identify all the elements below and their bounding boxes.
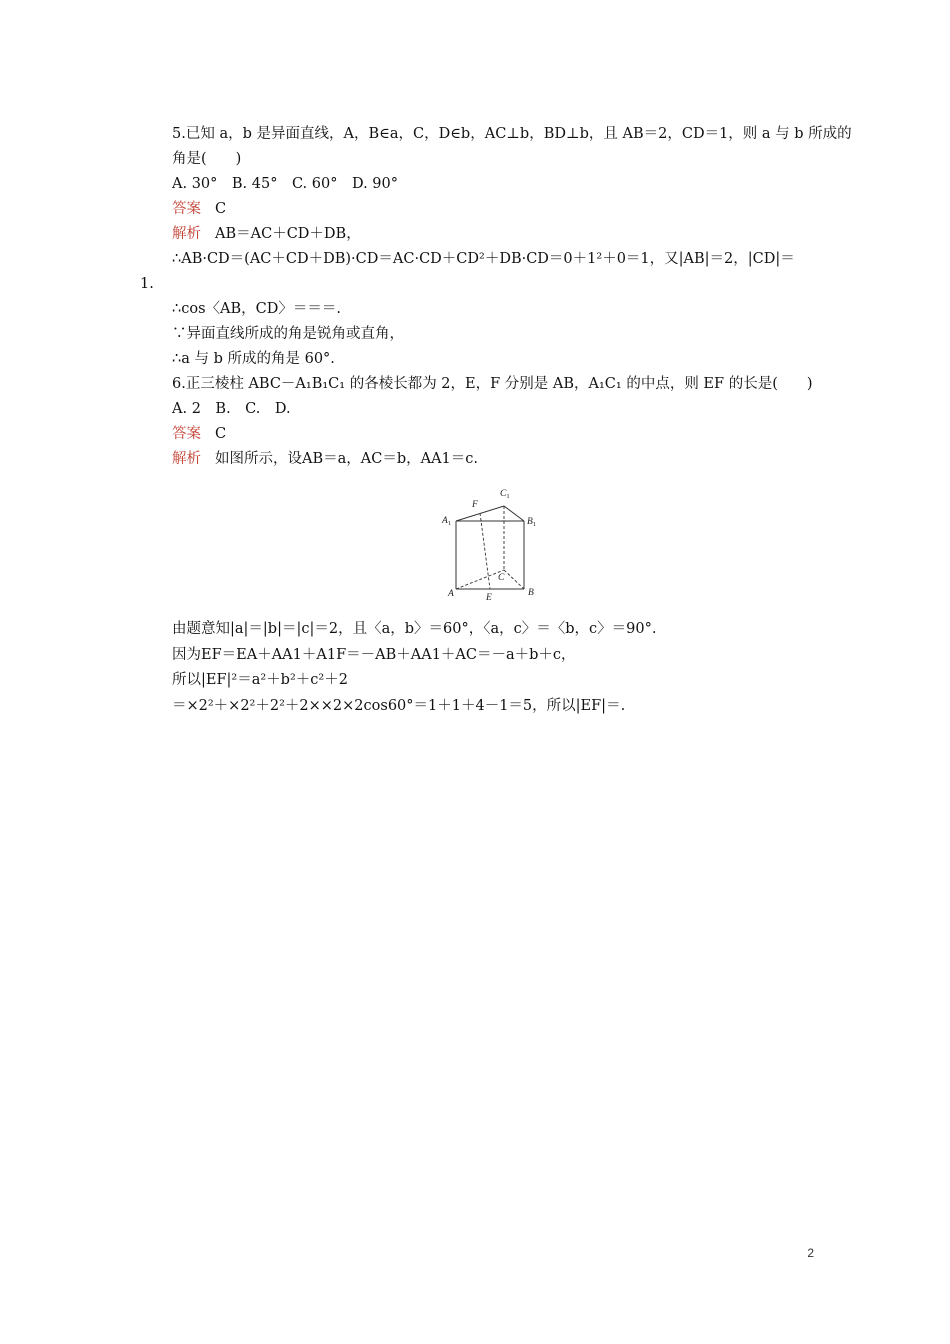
problem-5-analysis-line-2: ∴AB·CD＝(AC＋CD＋DB)·CD＝AC·CD＋CD²＋DB·CD＝0＋1²＋0＝1，又|AB|＝2，|CD|＝ — [172, 251, 795, 267]
label-a1: $A_1$ — [442, 516, 452, 527]
problem-6-options: A. 2 B. C. D. — [172, 401, 291, 417]
problem-6-answer: 答案 C — [172, 426, 227, 442]
problem-5-analysis-line-5: ∵异面直线所成的角是锐角或直角， — [172, 326, 404, 342]
problem-6-line-1: 6.正三棱柱 ABC－A₁B₁C₁ 的各棱长都为 2，E，F 分别是 AB，A₁C₁ 的中点，则 EF 的长是( ) — [172, 376, 813, 392]
label-b1: $B_1$ — [527, 517, 537, 528]
problem-6-analysis-line-4: 所以|EF|²＝a²＋b²＋c²＋2 — [172, 672, 348, 688]
analysis-label: 解析 — [172, 226, 201, 242]
label-f: F — [472, 500, 478, 510]
problem-5-line-2: 角是( ) — [172, 151, 242, 167]
answer-label: 答案 — [172, 201, 201, 217]
problem-5-line-1: 5.已知 a，b 是异面直线，A，B∈a，C，D∈b，AC⊥b，BD⊥b，且 AB＝2，CD＝1，则 a 与 b 所成的 — [172, 126, 852, 142]
problem-5-analysis-line-3: 1. — [140, 276, 154, 292]
problem-6-analysis-line-1: 解析 如图所示，设AB＝a，AC＝b，AA1＝c. — [172, 451, 479, 467]
edge-a-c — [456, 570, 504, 589]
prism-figure — [438, 484, 548, 604]
problem-5-answer: 答案 C — [172, 201, 227, 217]
edge-c1-b1 — [504, 506, 524, 521]
problem-5-analysis-line-6: ∴a 与 b 所成的角是 60°. — [172, 351, 335, 367]
problem-5-analysis-line-4: ∴cos〈AB，CD〉＝＝＝. — [172, 301, 341, 317]
label-c: C — [498, 573, 505, 583]
label-b: B — [528, 588, 534, 598]
label-c1: $C_1$ — [500, 489, 510, 500]
analysis-label: 解析 — [172, 451, 201, 467]
problem-6-analysis-line-3: 因为EF＝EA＋AA1＋A1F＝－AB＋AA1＋AC＝－a＋b＋c， — [172, 647, 576, 663]
problem-5-options: A. 30° B. 45° C. 60° D. 90° — [172, 176, 398, 192]
problem-5-analysis-line-1: 解析 AB＝AC＋CD＋DB， — [172, 226, 361, 242]
label-a: A — [448, 589, 454, 599]
page-number: 2 — [807, 1246, 814, 1260]
problem-6-analysis-line-5: ＝×2²＋×2²＋2²＋2××2×2cos60°＝1＋1＋4－1＝5，所以|EF|＝. — [172, 698, 626, 714]
edge-c-b — [504, 570, 524, 589]
label-e: E — [486, 593, 492, 603]
problem-6-analysis-line-2: 由题意知|a|＝|b|＝|c|＝2，且〈a，b〉＝60°，〈a，c〉＝〈b，c〉＝90°. — [172, 621, 657, 637]
answer-label: 答案 — [172, 426, 201, 442]
